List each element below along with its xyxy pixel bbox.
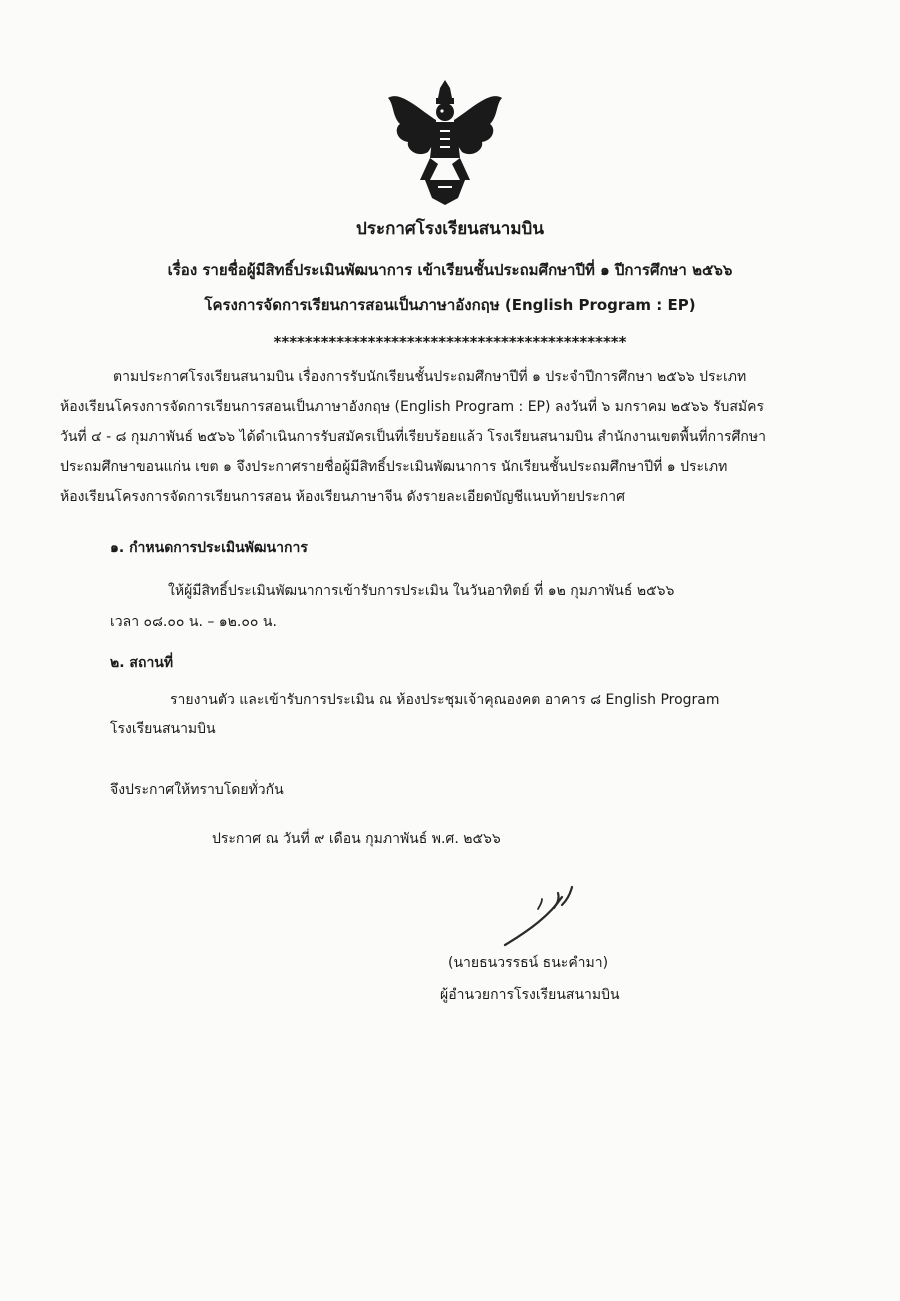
section2-line-1: รายงานตัว และเข้ารับการประเมิน ณ ห้องประชุมเจ้าคุณองคต อาคาร ๘ English Program bbox=[170, 692, 720, 708]
section1-line-2: เวลา ๐๘.๐๐ น. – ๑๒.๐๐ น. bbox=[110, 614, 277, 630]
separator-line: ********************************************* bbox=[273, 333, 627, 351]
section1-line-1: ให้ผู้มีสิทธิ์ประเมินพัฒนาการเข้ารับการประเมิน ในวันอาทิตย์ ที่ ๑๒ กุมภาพันธ์ ๒๕๖๖ bbox=[168, 583, 675, 599]
section2-heading: ๒. สถานที่ bbox=[110, 655, 174, 671]
garuda-emblem-icon bbox=[380, 80, 510, 205]
section2-line-2: โรงเรียนสนามบิน bbox=[110, 721, 216, 737]
intro-line: ตามประกาศโรงเรียนสนามบิน เรื่องการรับนักเรียนชั้นประถมศึกษาปีที่ ๑ ประจำปีการศึกษา ๒๕๖๖ ประเภท bbox=[113, 369, 747, 385]
section1-heading: ๑. กำหนดการประเมินพัฒนาการ bbox=[110, 540, 308, 556]
signature-mark bbox=[500, 875, 590, 950]
subject-line-2: โครงการจัดการเรียนการสอนเป็นภาษาอังกฤษ (English Program : EP) bbox=[204, 296, 696, 314]
signer-name: (นายธนวรรธน์ ธนะคำมา) bbox=[448, 955, 609, 971]
intro-line: ห้องเรียนโครงการจัดการเรียนการสอน ห้องเรียนภาษาจีน ดังรายละเอียดบัญชีแนบท้ายประกาศ bbox=[60, 489, 626, 505]
intro-paragraph bbox=[60, 362, 840, 512]
announcement-title: ประกาศโรงเรียนสนามบิน bbox=[356, 219, 544, 239]
announcement-date: ประกาศ ณ วันที่ ๙ เดือน กุมภาพันธ์ พ.ศ. ๒๕๖๖ bbox=[212, 831, 501, 847]
subject-line-1: เรื่อง รายชื่อผู้มีสิทธิ์ประเมินพัฒนาการ เข้าเรียนชั้นประถมศึกษาปีที่ ๑ ปีการศึกษา ๒๕๖๖ bbox=[167, 261, 733, 279]
signer-position: ผู้อำนวยการโรงเรียนสนามบิน bbox=[440, 987, 620, 1003]
closing-statement: จึงประกาศให้ทราบโดยทั่วกัน bbox=[110, 782, 284, 798]
intro-line: ประถมศึกษาขอนแก่น เขต ๑ จึงประกาศรายชื่อผู้มีสิทธิ์ประเมินพัฒนาการ นักเรียนชั้นประถมศึกษาปีที่ ๑ ประเภท bbox=[60, 459, 728, 475]
intro-line: ห้องเรียนโครงการจัดการเรียนการสอนเป็นภาษาอังกฤษ (English Program : EP) ลงวันที่ ๖ มกราคม ๒๕๖๖ รับสมัคร bbox=[60, 399, 765, 415]
intro-line: วันที่ ๔ - ๘ กุมภาพันธ์ ๒๕๖๖ ได้ดำเนินการรับสมัครเป็นที่เรียบร้อยแล้ว โรงเรียนสนามบิน สำนักงานเขตพื้นที่การศึกษา bbox=[60, 429, 766, 445]
